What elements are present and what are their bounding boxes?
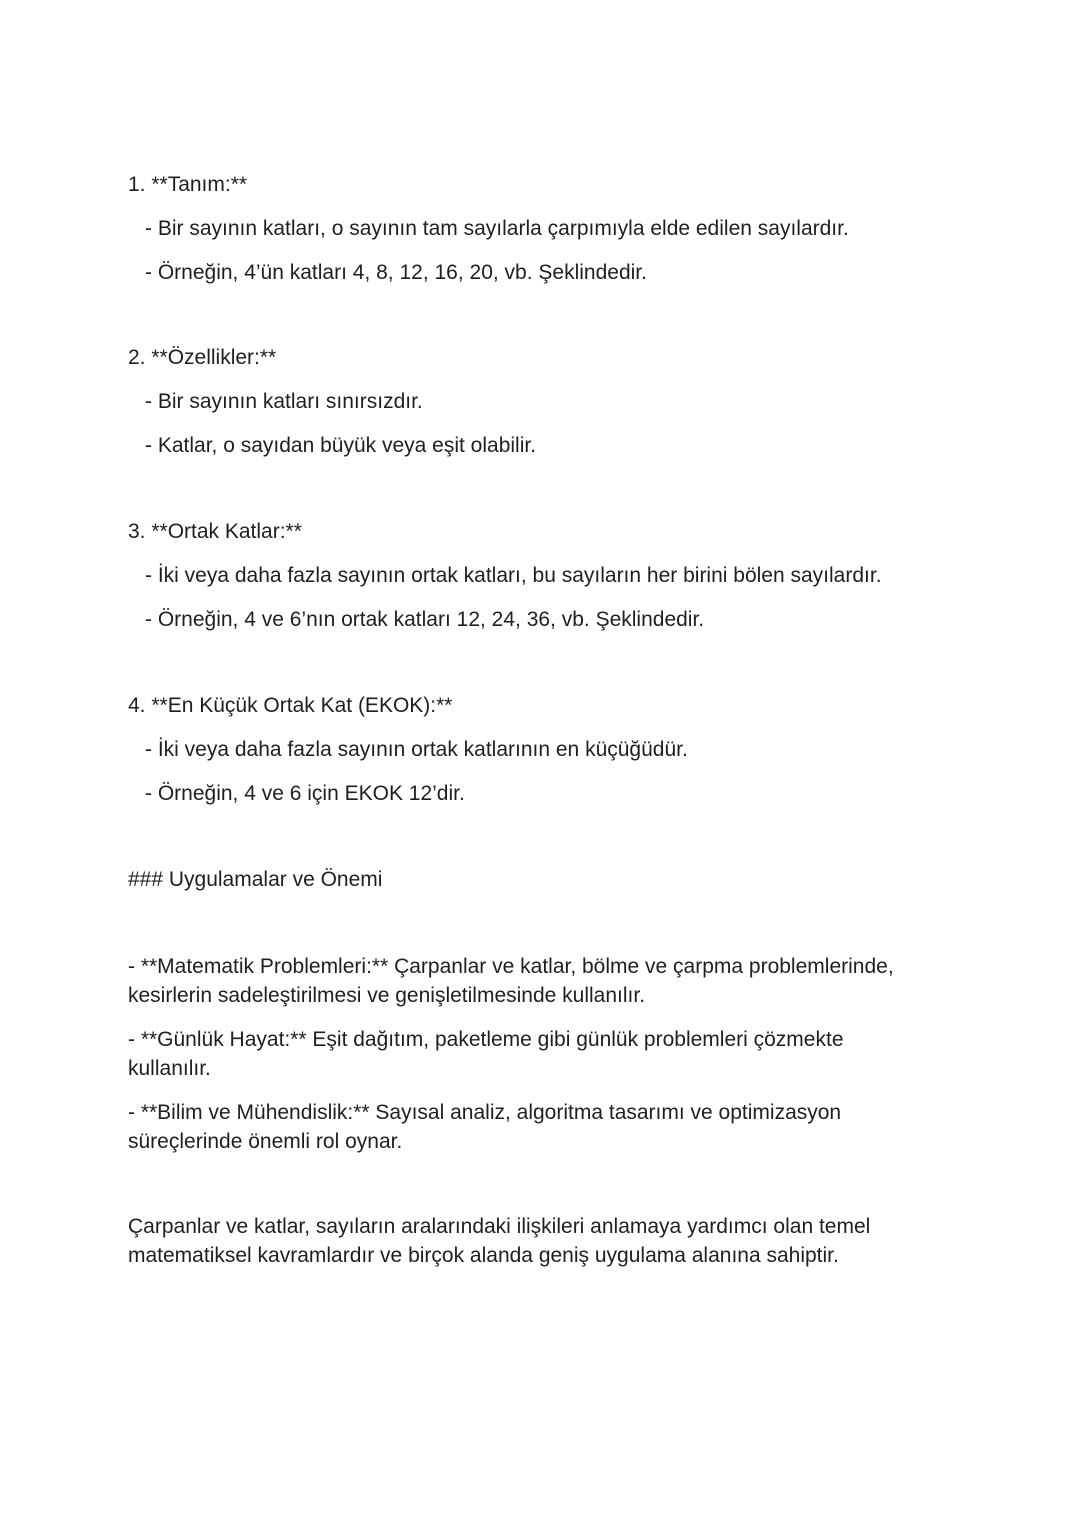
application-item: - **Bilim ve Mühendislik:** Sayısal analiz, algoritma tasarımı ve optimizasyon süreçlerinde önemli rol oynar. — [128, 1101, 842, 1153]
conclusion-block — [128, 1212, 928, 1285]
bullet-item: - Örneğin, 4 ve 6 için EKOK 12’dir. — [145, 782, 465, 805]
bullet-item: - İki veya daha fazla sayının ortak katları, bu sayıların her birini bölen sayılardır. — [145, 564, 882, 587]
application-item: - **Günlük Hayat:** Eşit dağıtım, paketleme gibi günlük problemleri çözmekte kullanılır. — [128, 1028, 844, 1080]
bullet-item: - Bir sayının katları sınırsızdır. — [145, 390, 423, 413]
conclusion-paragraph: Çarpanlar ve katlar, sayıların aralarındaki ilişkileri anlamaya yardımcı olan temel matematiksel kavramlardır ve birçok alanda geniş uygulama alanına sahiptir. — [128, 1215, 871, 1267]
application-item: - **Matematik Problemleri:** Çarpanlar ve katlar, bölme ve çarpma problemlerinde, kesirlerin sadeleştirilmesi ve genişletilmesinde kullanılır. — [128, 955, 894, 1007]
bullet-item: - Katlar, o sayıdan büyük veya eşit olabilir. — [145, 434, 537, 457]
applications-list — [128, 952, 928, 1171]
section-definition — [128, 170, 988, 288]
bullet-item: - İki veya daha fazla sayının ortak katlarının en küçüğüdür. — [145, 738, 688, 761]
section-title: 3. **Ortak Katlar:** — [128, 520, 302, 543]
bullet-item: - Örneğin, 4’ün katları 4, 8, 12, 16, 20, vb. Şeklindedir. — [145, 261, 647, 284]
applications-heading: ### Uygulamalar ve Önemi — [128, 868, 383, 891]
section-lcm — [128, 691, 988, 809]
section-title: 2. **Özellikler:** — [128, 346, 277, 369]
section-title: 1. **Tanım:** — [128, 173, 248, 196]
bullet-item: - Örneğin, 4 ve 6’nın ortak katları 12, 24, 36, vb. Şeklindedir. — [145, 608, 705, 631]
section-title: 4. **En Küçük Ortak Kat (EKOK):** — [128, 694, 453, 717]
bullet-item: - Bir sayının katları, o sayının tam sayılarla çarpımıyla elde edilen sayılardır. — [145, 217, 849, 240]
applications-heading-block — [128, 865, 988, 895]
section-properties — [128, 343, 988, 461]
section-common-multiples — [128, 517, 988, 635]
